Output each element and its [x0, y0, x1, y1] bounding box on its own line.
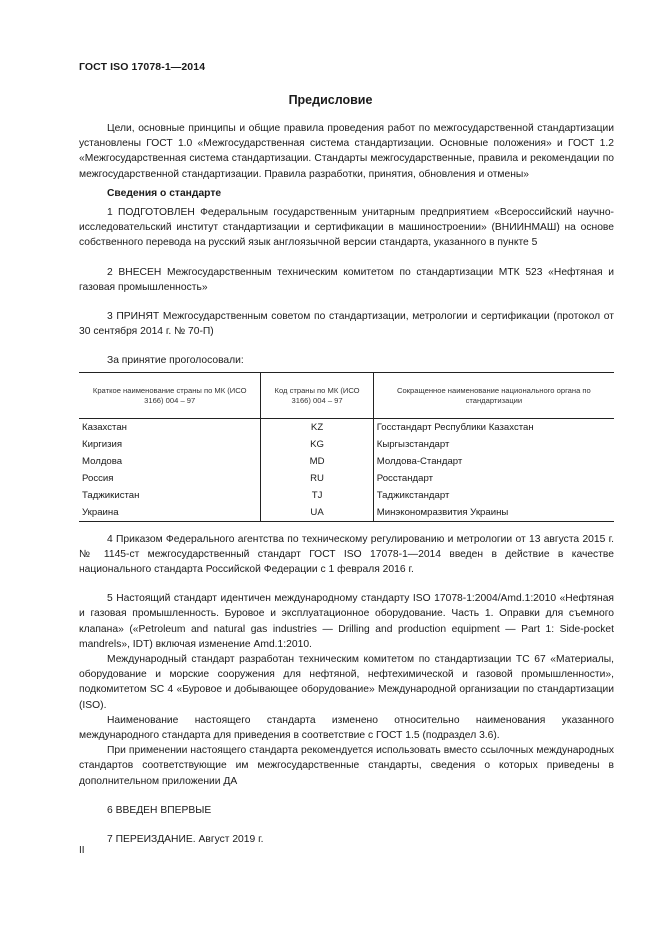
intro-paragraph: Цели, основные принципы и общие правила проведения работ по межгосударственной стандартизации установлены ГОСТ 1.0 «Межгосударственная система стандартизации. Основные положения» и ГОСТ 1.2 «Межгосударственная система стандартизации. Стандарты межгосударственные, правила и рекомендации по межгосударственной стандартизации. Правила разработки, принятия, обновления и отмены» — [79, 123, 614, 180]
document-body — [79, 121, 614, 847]
code-cell: RU — [261, 470, 373, 487]
country-cell: Таджикистан — [82, 489, 140, 501]
code-cell: MD — [261, 453, 373, 470]
page-title: Предисловие — [288, 93, 373, 107]
page-number: II — [79, 845, 85, 856]
code-cell: TJ — [261, 487, 373, 504]
voting-table — [79, 372, 614, 522]
table-row — [79, 453, 614, 470]
column-header-code: Код страны по МК (ИСО 3166) 004 – 97 — [261, 372, 373, 418]
country-cell: Украина — [79, 504, 261, 522]
table-header-row — [79, 372, 614, 418]
item-5-paragraph: 5 Настоящий стандарт идентичен международному стандарту ISO 17078-1:2004/Amd.1:2010 «Нефтяная и газовая промышленность. Буровое и эксплуатационное оборудование. Часть 1. Оправки для съемного клапана» («Petroleum and natural gas industries — Drilling and production equipment — Part 1: Side-pocket mandrels», IDT) включая изменение Amd.1:2010. — [79, 593, 614, 650]
code-cell: KZ — [261, 418, 373, 436]
body-cell: Госстандарт Республики Казахстан — [373, 418, 614, 436]
table-row — [79, 487, 614, 504]
table-row — [79, 436, 614, 453]
item-5-title-change-paragraph: Наименование настоящего стандарта изменено относительно наименования указанного международного стандарта для приведения в соответствие с ГОСТ 1.5 (подраздел 3.6). — [79, 714, 614, 742]
body-cell: Кыргызстандарт — [373, 436, 614, 453]
body-cell: Росстандарт — [373, 470, 614, 487]
body-cell: Молдова-Стандарт — [373, 453, 614, 470]
country-cell: Казахстан — [79, 418, 261, 436]
country-cell: Россия — [82, 472, 114, 484]
item-7-paragraph: 7 ПЕРЕИЗДАНИЕ. Август 2019 г. — [107, 834, 264, 846]
country-cell: Молдова — [82, 455, 123, 467]
document-code: ГОСТ ISO 17078-1—2014 — [79, 61, 206, 73]
body-cell: Таджикстандарт — [373, 487, 614, 504]
table-row — [79, 470, 614, 487]
body-cell: Минэкономразвития Украины — [373, 504, 614, 522]
column-header-body: Сокращенное наименование национального органа по стандартизации — [373, 372, 614, 418]
code-cell: UA — [261, 504, 373, 522]
item-3-paragraph: 3 ПРИНЯТ Межгосударственным советом по стандартизации, метрологии и сертификации (протокол от 30 сентября 2014 г. № 70-П) — [79, 311, 614, 338]
about-standard-heading: Сведения о стандарте — [107, 187, 222, 199]
item-1-paragraph: 1 ПОДГОТОВЛЕН Федеральным государственным унитарным предприятием «Всероссийский научно-исследовательский институт стандартизации и сертификации в машиностроении» (ВНИИНМАШ) на основе собственного перевода на русский язык англоязычной версии стандарта, указанного в пункте 5 — [79, 207, 614, 249]
vote-label: За принятие проголосовали: — [107, 355, 244, 367]
item-5-references-paragraph: При применении настоящего стандарта рекомендуется использовать вместо ссылочных международных стандартов соответствующие им межгосударственные стандарты, сведения о которых приведены в дополнительном приложении ДА — [79, 745, 614, 787]
table-row — [79, 418, 614, 436]
item-2-paragraph: 2 ВНЕСЕН Межгосударственным техническим комитетом по стандартизации МТК 523 «Нефтяная и газовая промышленность» — [79, 266, 614, 293]
country-cell: Киргизия — [82, 438, 123, 450]
code-cell: KG — [261, 436, 373, 453]
item-4-paragraph: 4 Приказом Федерального агентства по техническому регулированию и метрологии от 13 августа 2015 г. № 1145-ст межгосударственный стандарт ГОСТ ISO 17078-1—2014 введен в действие в качестве национального стандарта Российской Федерации с 1 февраля 2016 г. — [79, 533, 614, 576]
item-6-paragraph: 6 ВВЕДЕН ВПЕРВЫЕ — [107, 804, 212, 816]
item-5-iso-committee-paragraph: Международный стандарт разработан техническим комитетом по стандартизации ТС 67 «Материалы, оборудование и морские сооружения для нефтяной, нефтехимической и газовой промышленности», подкомитетом SC 4 «Буровое и добывающее оборудование» Международной организации по стандартизации (ISO). — [79, 654, 614, 711]
table-row — [79, 504, 614, 522]
column-header-country: Краткое наименование страны по МК (ИСО 3166) 004 – 97 — [79, 372, 261, 418]
